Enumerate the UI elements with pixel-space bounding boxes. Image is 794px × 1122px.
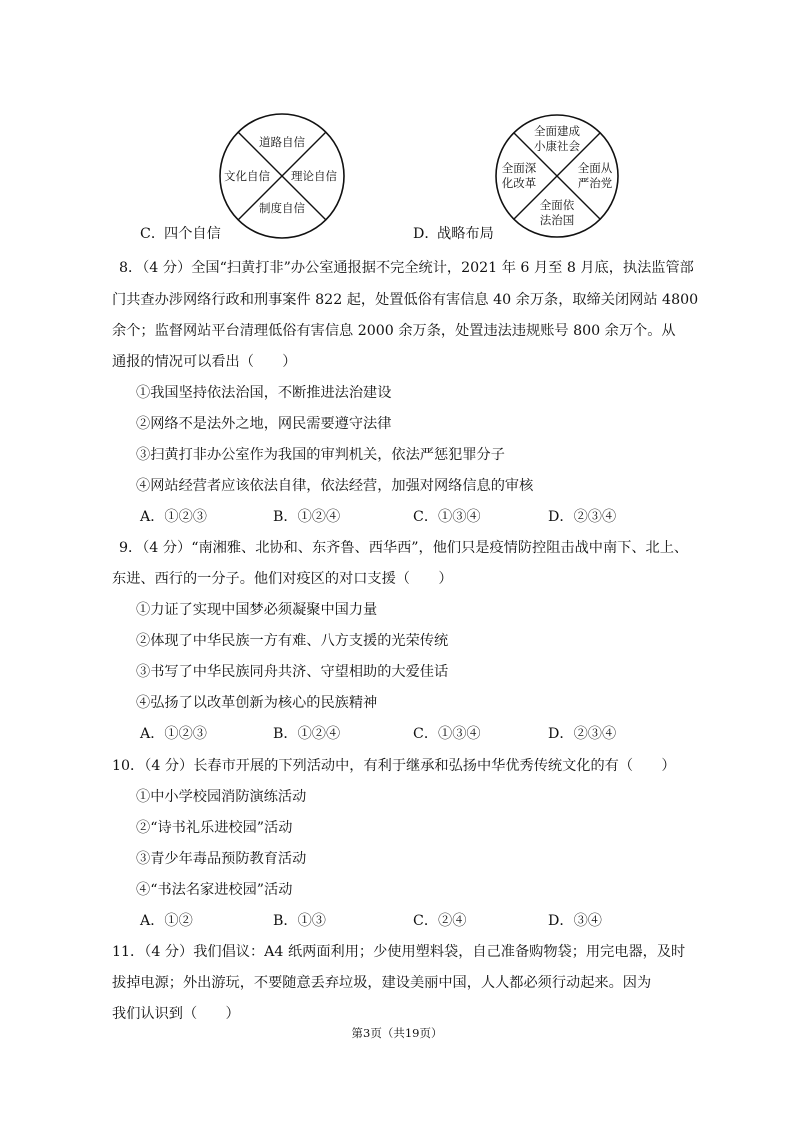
q9-item-1: ①力证了实现中国梦必须凝聚中国力量 — [136, 602, 378, 618]
sector-bottom-label-2: 法治国 — [539, 213, 575, 227]
q8-item-2: ②网络不是法外之地，网民需要遵守法律 — [136, 416, 392, 432]
q10-option-b[interactable]: B．①③ — [273, 913, 326, 929]
q8-option-c[interactable]: C．①③④ — [413, 509, 481, 525]
q10-item-4: ④“书法名家进校园”活动 — [136, 882, 293, 898]
q10-item-1: ①中小学校园消防演练活动 — [136, 789, 307, 805]
option-d-letter: D． — [413, 226, 439, 242]
q8-stem-line-1: 8．（4 分）全国“扫黄打非”办公室通报据不完全统计，2021 年 6 月至 8 月底，执法监管部 — [119, 260, 694, 276]
q8-option-d[interactable]: D．②③④ — [548, 509, 617, 525]
q9-item-3: ③书写了中华民族同舟共济、守望相助的大爱佳话 — [136, 664, 449, 680]
q8-stem-line-3: 余个；监督网站平台清理低俗有害信息 2000 余万条，处置违法违规账号 800 余万个。从 — [112, 323, 676, 339]
page-number-footer: 第3页（共19页） — [351, 1026, 443, 1040]
four-confidences-diagram — [218, 112, 346, 240]
q8-item-3: ③扫黄打非办公室作为我国的审判机关，依法严惩犯罪分子 — [136, 447, 505, 463]
sector-top-label-1: 全面建成 — [534, 124, 580, 138]
q9-option-a[interactable]: A．①②③ — [140, 726, 207, 742]
q10-option-a[interactable]: A．①② — [140, 913, 193, 929]
option-c-caption: 四个自信 — [164, 226, 221, 242]
sector-left-label-1: 全面深 — [501, 161, 537, 175]
q8-stem-line-4: 通报的情况可以看出（ ） — [112, 354, 297, 370]
q9-option-d[interactable]: D．②③④ — [548, 726, 617, 742]
sector-right-label: 理论自信 — [291, 169, 337, 183]
sector-right-label-2: 严治党 — [577, 176, 613, 190]
q11-stem-line-2: 拔掉电源；外出游玩，不要随意丢弃垃圾，建设美丽中国，人人都必须行动起来。因为 — [112, 975, 652, 991]
q9-item-2: ②体现了中华民族一方有难、八方支援的光荣传统 — [136, 633, 449, 649]
q10-item-2: ②“诗书礼乐进校园”活动 — [136, 820, 293, 836]
q10-item-3: ③青少年毒品预防教育活动 — [136, 851, 307, 867]
sector-top-label-2: 小康社会 — [534, 139, 580, 153]
q8-stem-line-2: 门共查办涉网络行政和刑事案件 822 起，处置低俗有害信息 40 余万条，取缔关闭网站 4800 — [112, 292, 699, 308]
sector-bottom-label-1: 全面依 — [539, 198, 575, 212]
q11-stem-line-3: 我们认识到（ ） — [112, 1006, 240, 1022]
strategic-layout-diagram — [494, 113, 620, 239]
q9-item-4: ④弘扬了以改革创新为核心的民族精神 — [136, 695, 378, 711]
sector-left-label-2: 化改革 — [501, 176, 537, 190]
q10-option-c[interactable]: C．②④ — [413, 913, 467, 929]
q11-stem-line-1: 11．（4 分）我们倡议：A4 纸两面利用；少使用塑料袋，自己准备购物袋；用完电器，及时 — [112, 944, 686, 960]
q9-stem-line-2: 东进、西行的一分子。他们对疫区的对口支援（ ） — [112, 571, 453, 587]
q9-stem-line-1: 9．（4 分）“南湘雅、北协和、东齐鲁、西华西”，他们只是疫情防控阻击战中南下、北上、 — [119, 540, 689, 556]
sector-left-label: 文化自信 — [224, 169, 270, 183]
q8-item-4: ④网站经营者应该依法自律，依法经营，加强对网络信息的审核 — [136, 478, 534, 494]
option-d-caption: 战略布局 — [437, 226, 494, 242]
sector-bottom-label: 制度自信 — [259, 201, 305, 215]
q8-option-b[interactable]: B．①②④ — [273, 509, 341, 525]
q8-option-a[interactable]: A．①②③ — [140, 509, 207, 525]
sector-top-label: 道路自信 — [259, 135, 305, 149]
sector-right-label-1: 全面从 — [577, 161, 613, 175]
q10-stem-line-1: 10．（4 分）长春市开展的下列活动中，有利于继承和弘扬中华优秀传统文化的有（ ） — [112, 758, 676, 774]
q9-option-c[interactable]: C．①③④ — [413, 726, 481, 742]
option-c-letter: C． — [140, 226, 166, 242]
q10-option-d[interactable]: D．③④ — [548, 913, 602, 929]
q8-item-1: ①我国坚持依法治国，不断推进法治建设 — [136, 385, 392, 401]
q9-option-b[interactable]: B．①②④ — [273, 726, 341, 742]
